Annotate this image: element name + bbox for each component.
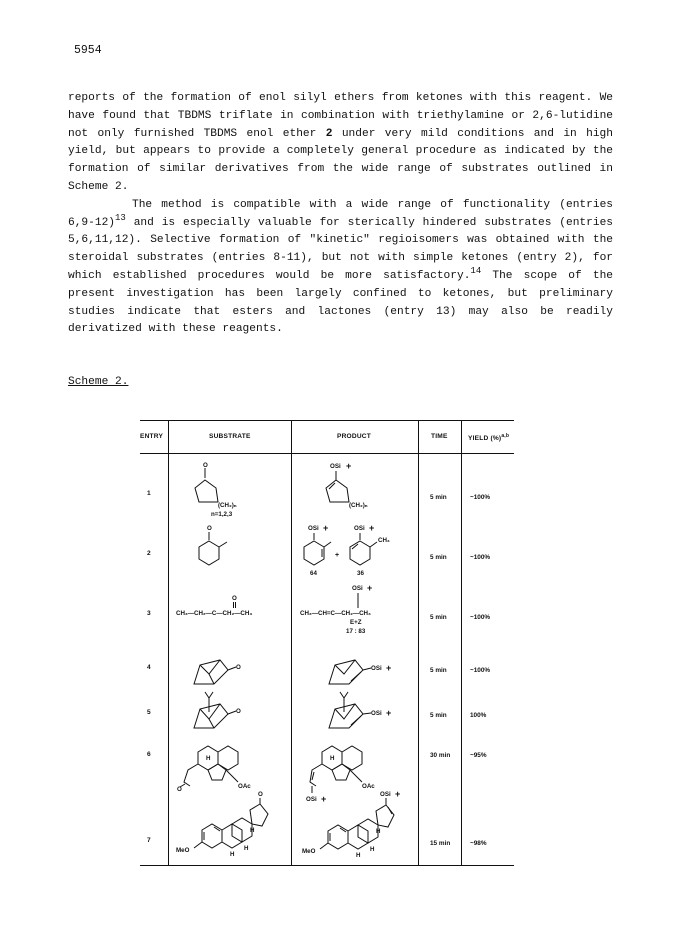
yield-value: ~100% — [470, 614, 491, 621]
reaction-time: 5 min — [430, 614, 447, 621]
substrate-camphor — [180, 692, 290, 737]
page-number: 5954 — [74, 44, 102, 57]
svg-text:OSi: OSi — [352, 585, 363, 592]
svg-text:OSi: OSi — [306, 796, 317, 803]
paragraph-1: reports of the formation of enol silyl ethers from ketones with this reagent. We have found that TBDMS triflate in combination with triethylamine or 2,6-lutidine not only furnished TBDMS enol ether 2 under very mild conditions and in high yield, but appears to provide a completely general procedure as indicated by the formation of similar derivatives from the wide range of substrates outlined in Scheme 2. — [68, 92, 613, 193]
svg-text:H: H — [244, 845, 249, 852]
svg-text:MeO: MeO — [176, 847, 190, 854]
entry-number: 4 — [147, 664, 151, 671]
product-3-pentanone-silyl-enol-ether — [296, 582, 418, 637]
column-divider — [291, 420, 292, 865]
svg-text:CH₃—CH=C—CH₂—CH₃: CH₃—CH=C—CH₂—CH₃ — [300, 610, 371, 617]
header-entry: ENTRY — [140, 433, 164, 440]
column-divider — [461, 420, 462, 865]
reaction-time: 5 min — [430, 667, 447, 674]
substrate-cycloalkanone — [180, 458, 290, 518]
header-time: TIME — [431, 433, 448, 440]
substrate-norcamphor — [180, 650, 290, 695]
product-cycloalkenyl-silyl-ether — [320, 458, 430, 518]
svg-text:CH₃: CH₃ — [378, 537, 390, 544]
svg-text:O: O — [236, 664, 241, 671]
paragraph-2: The method is compatible with a wide range of functionality (entries 6,9-12)$^{13}$ and is especially valuable for sterically hindered substrates (entries 5,6,11,12). Selective formation of "kinetic" regioisomers was obtained with the steroidal substrates (entries 8-11), but not with simple ketones (entry 2), for which established procedures would be more satisfactory.$^{14}$ The scope of the present investigation has been largely confined to ketones, but preliminary studies indicate that esters and lactones (entry 13) may also be readily derivatized with these reagents. — [68, 198, 613, 336]
scheme-label: Scheme 2. — [68, 376, 129, 388]
svg-text:O: O — [232, 595, 237, 602]
substrate-tetracyclic-ketone-acetate — [176, 738, 288, 793]
svg-text:E+Z: E+Z — [350, 619, 362, 626]
svg-text:OSi: OSi — [371, 710, 382, 717]
scheme-table — [140, 420, 514, 865]
substrate-2-methylcyclohexanone — [180, 522, 290, 572]
svg-text:(CH₂)ₙ: (CH₂)ₙ — [218, 502, 237, 509]
entry-number: 1 — [147, 490, 151, 497]
svg-text:OAc: OAc — [362, 783, 375, 790]
svg-text:OAc: OAc — [238, 783, 251, 790]
footnote-ref-14: 14 — [470, 265, 482, 276]
svg-text:+: + — [367, 583, 373, 593]
svg-text:36: 36 — [357, 570, 364, 577]
reaction-time: 5 min — [430, 494, 447, 501]
svg-text:+: + — [386, 708, 392, 718]
svg-text:+: + — [335, 552, 340, 559]
svg-text:O: O — [177, 786, 182, 793]
body-text — [68, 90, 613, 339]
yield-value: ~100% — [470, 494, 491, 501]
svg-text:H: H — [330, 755, 335, 762]
svg-text:H: H — [376, 828, 381, 835]
yield-value: 100% — [470, 712, 487, 719]
svg-text:17 : 83: 17 : 83 — [346, 628, 366, 635]
entry-number: 6 — [147, 751, 151, 758]
product-regioisomer-mixture — [302, 520, 414, 580]
entry-number: 7 — [147, 837, 151, 844]
substrate-estrone-methyl-ether — [174, 790, 289, 862]
substrate-3-pentanone — [172, 592, 290, 622]
product-camphor-silyl-enol-ether — [315, 692, 425, 737]
svg-text:+: + — [386, 663, 392, 673]
entry-number: 2 — [147, 550, 151, 557]
yield-value: ~98% — [470, 840, 487, 847]
entry-number: 3 — [147, 610, 151, 617]
reaction-time: 15 min — [430, 840, 451, 847]
yield-value: ~95% — [470, 752, 487, 759]
reaction-time: 5 min — [430, 554, 447, 561]
table-bottom-rule — [140, 865, 514, 866]
svg-text:+: + — [346, 461, 352, 471]
entry-number: 5 — [147, 709, 151, 716]
svg-text:O: O — [203, 462, 208, 469]
svg-text:H: H — [206, 755, 211, 762]
svg-text:+: + — [369, 523, 375, 533]
svg-text:MeO: MeO — [302, 848, 316, 855]
svg-text:64: 64 — [310, 570, 317, 577]
svg-text:O: O — [236, 708, 241, 715]
svg-text:O: O — [207, 525, 212, 532]
svg-text:(CH₂)ₙ: (CH₂)ₙ — [349, 502, 368, 509]
svg-text:OSi: OSi — [354, 525, 365, 532]
column-divider — [168, 420, 169, 865]
header-product: PRODUCT — [337, 433, 372, 440]
svg-text:O: O — [258, 791, 263, 798]
header-yield: YIELD (%)$^{a,b}$ — [468, 433, 510, 443]
svg-text:H: H — [370, 846, 375, 853]
svg-text:+: + — [395, 789, 401, 799]
header-substrate: SUBSTRATE — [209, 433, 251, 440]
yield-value: ~100% — [470, 554, 491, 561]
svg-text:OSi: OSi — [308, 525, 319, 532]
svg-text:OSi: OSi — [330, 463, 341, 470]
table-top-rule — [140, 420, 514, 421]
svg-text:OSi: OSi — [371, 665, 382, 672]
svg-text:+: + — [323, 523, 329, 533]
svg-text:H: H — [356, 852, 361, 859]
compound-number: 2 — [325, 127, 333, 140]
svg-text:n=1,2,3: n=1,2,3 — [211, 511, 233, 518]
table-header-rule — [140, 453, 514, 454]
svg-text:CH₃—CH₂—C—CH₂—CH₃: CH₃—CH₂—C—CH₂—CH₃ — [176, 610, 253, 617]
svg-text:H: H — [250, 827, 255, 834]
reaction-time: 30 min — [430, 752, 451, 759]
svg-text:+: + — [321, 794, 327, 804]
yield-value: ~100% — [470, 667, 491, 674]
footnote-ref-13: 13 — [115, 212, 126, 223]
svg-text:OSi: OSi — [380, 791, 391, 798]
reaction-time: 5 min — [430, 712, 447, 719]
product-estrone-silyl-enol-ether — [300, 785, 416, 863]
svg-text:H: H — [230, 851, 235, 858]
product-norbornenyl-silyl-ether — [315, 650, 425, 695]
